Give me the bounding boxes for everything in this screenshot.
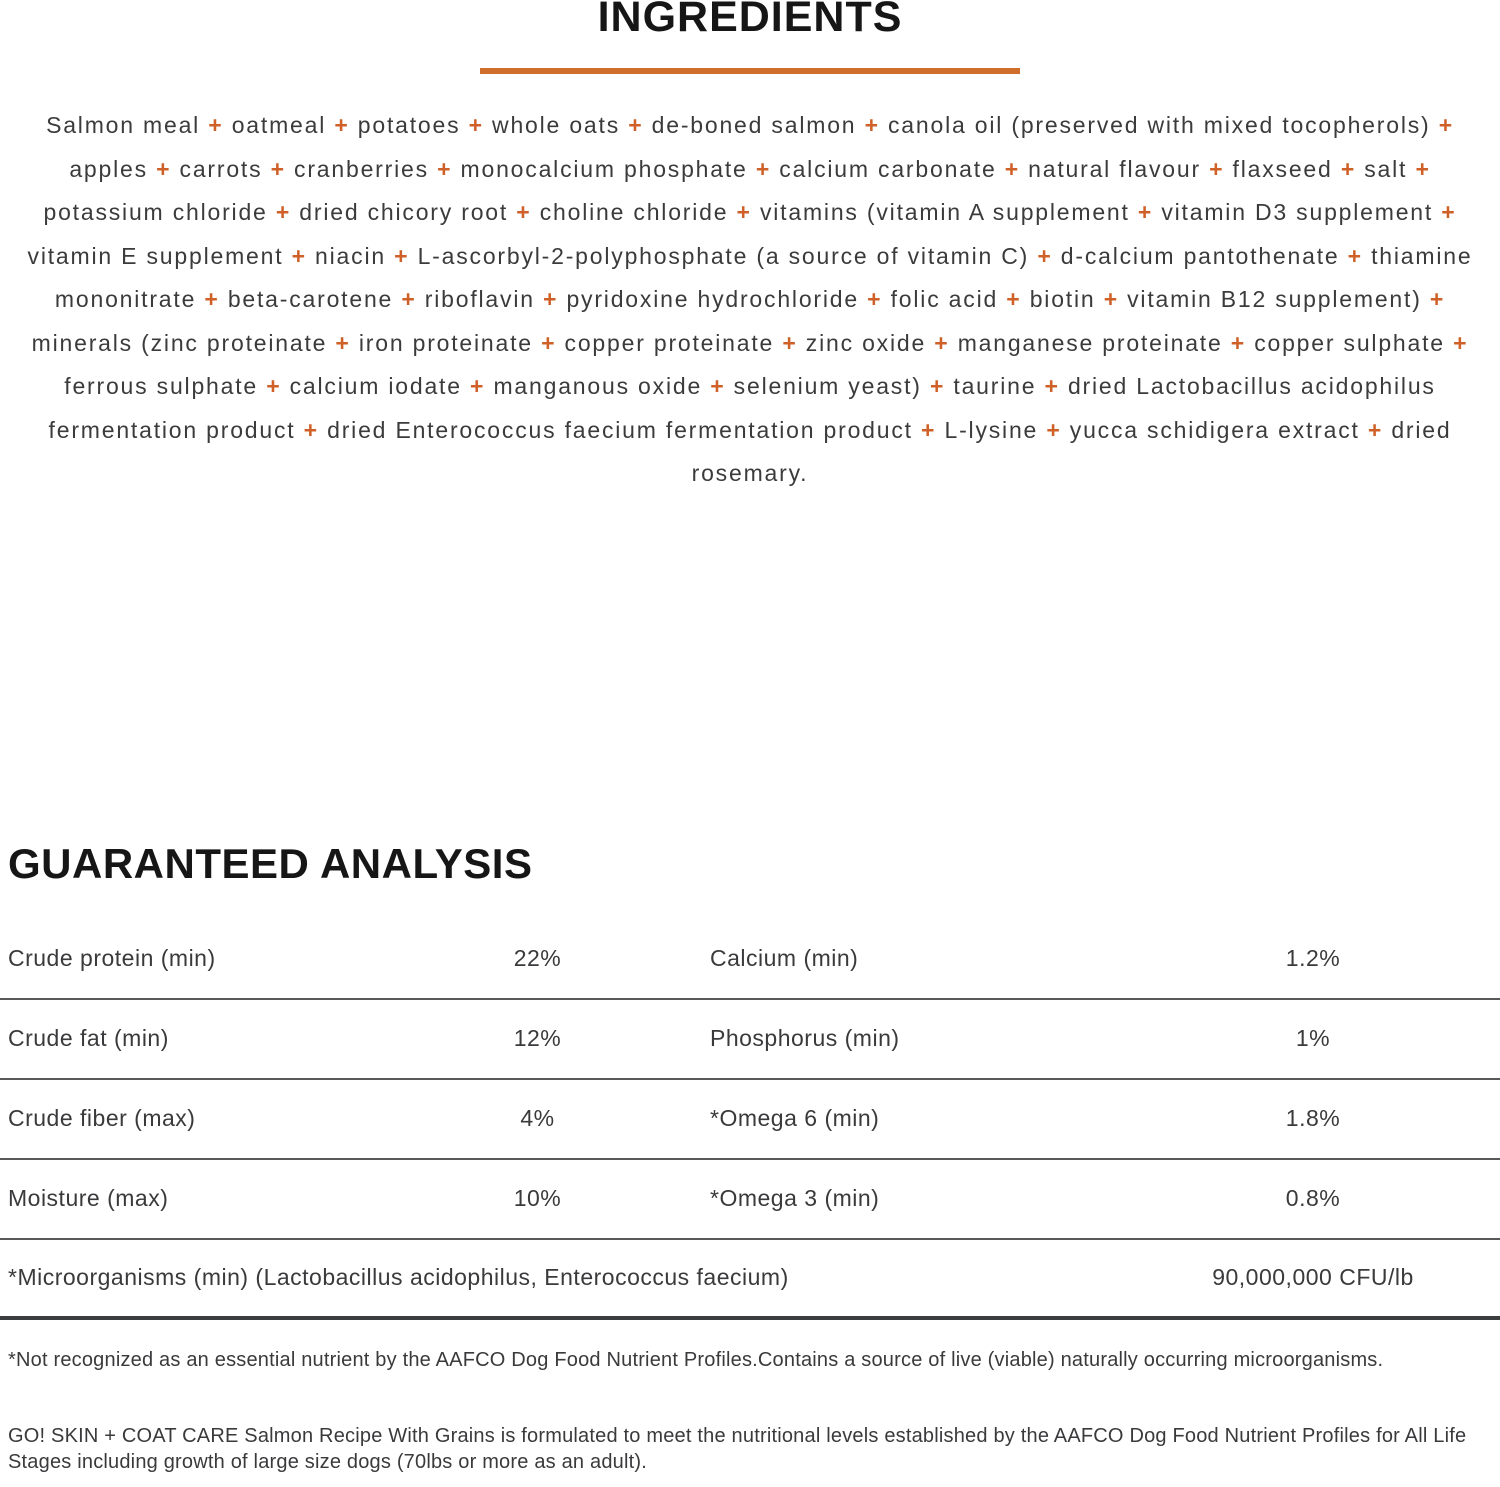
ingredient-item: minerals (zinc proteinate bbox=[31, 329, 328, 356]
plus-separator-icon: + bbox=[1129, 199, 1162, 225]
plus-separator-icon: + bbox=[1200, 155, 1233, 182]
ingredient-item: dried chicory root bbox=[299, 199, 509, 225]
plus-separator-icon: + bbox=[1421, 286, 1446, 312]
plus-separator-icon: + bbox=[327, 329, 359, 356]
ingredient-item: ferrous sulphate bbox=[64, 373, 258, 399]
ingredient-item: potatoes bbox=[357, 112, 461, 138]
analysis-value-microorganisms: 90,000,000 CFU/lb bbox=[1212, 1264, 1414, 1290]
guaranteed-analysis-section bbox=[0, 839, 1500, 1320]
plus-separator-icon: + bbox=[1339, 242, 1372, 269]
ingredient-item: oatmeal bbox=[231, 112, 327, 138]
ingredient-item: folic acid bbox=[890, 286, 999, 312]
plus-separator-icon: + bbox=[1407, 155, 1431, 182]
plus-separator-icon: + bbox=[1332, 155, 1365, 182]
ingredient-item: vitamin E supplement bbox=[27, 242, 284, 269]
ingredient-item: d-calcium pantothenate bbox=[1060, 242, 1340, 269]
plus-separator-icon: + bbox=[1430, 112, 1454, 138]
ingredients-section bbox=[0, 0, 1500, 496]
ingredient-item: canola oil (preserved with mixed tocopherols) bbox=[888, 112, 1431, 138]
ingredient-item: flaxseed bbox=[1232, 155, 1333, 182]
ingredient-item: riboflavin bbox=[424, 286, 535, 312]
plus-separator-icon: + bbox=[267, 199, 300, 225]
ingredient-item: copper sulphate bbox=[1254, 329, 1445, 356]
analysis-row bbox=[0, 1000, 1500, 1080]
ingredient-item: copper proteinate bbox=[564, 329, 775, 356]
plus-separator-icon: + bbox=[702, 373, 734, 399]
ingredient-item: calcium carbonate bbox=[779, 155, 997, 182]
ingredient-item: taurine bbox=[953, 373, 1037, 399]
ingredient-item: yucca schidigera extract bbox=[1069, 416, 1360, 443]
ingredient-item: potassium chloride bbox=[43, 199, 268, 225]
analysis-label: Crude fat (min) bbox=[8, 1025, 169, 1051]
analysis-value: 10% bbox=[513, 1185, 562, 1211]
ingredient-item: vitamins (vitamin A supplement bbox=[759, 199, 1130, 225]
ingredient-item: manganous oxide bbox=[493, 373, 703, 399]
analysis-label: Calcium (min) bbox=[710, 945, 859, 971]
ingredient-item: dried rosemary. bbox=[691, 416, 1452, 486]
ingredient-item: biotin bbox=[1029, 286, 1096, 312]
plus-separator-icon: + bbox=[532, 329, 565, 356]
plus-separator-icon: + bbox=[620, 112, 652, 138]
plus-separator-icon: + bbox=[728, 199, 760, 225]
ingredient-item: choline chloride bbox=[539, 199, 729, 225]
plus-separator-icon: + bbox=[508, 199, 540, 225]
plus-separator-icon: + bbox=[774, 329, 806, 356]
analysis-value: 22% bbox=[513, 945, 562, 971]
analysis-label: Crude fiber (max) bbox=[8, 1105, 196, 1131]
ingredient-item: vitamin B12 supplement) bbox=[1127, 286, 1422, 312]
ingredient-item: selenium yeast) bbox=[733, 373, 922, 399]
plus-separator-icon: + bbox=[147, 155, 180, 182]
analysis-value: 1.2% bbox=[1285, 945, 1341, 971]
ingredient-item: niacin bbox=[315, 242, 386, 269]
analysis-value: 1.8% bbox=[1285, 1105, 1341, 1131]
analysis-value: 0.8% bbox=[1285, 1185, 1341, 1211]
ingredient-item: dried Lactobacillus acidophilus fermentation product bbox=[48, 373, 1436, 443]
ingredient-item: apples bbox=[69, 155, 148, 182]
ingredients-title: INGREDIENTS bbox=[597, 0, 903, 41]
ingredient-item: iron proteinate bbox=[358, 329, 533, 356]
analysis-row bbox=[0, 1080, 1500, 1160]
plus-separator-icon: + bbox=[283, 242, 316, 269]
analysis-value: 1% bbox=[1295, 1025, 1331, 1051]
analysis-label-microorganisms: *Microorganisms (min) (Lactobacillus acidophilus, Enterococcus faecium) bbox=[8, 1264, 789, 1290]
analysis-row-microorganisms bbox=[0, 1240, 1500, 1320]
analysis-label: *Omega 6 (min) bbox=[710, 1105, 880, 1131]
plus-separator-icon: + bbox=[1038, 416, 1070, 443]
plus-separator-icon: + bbox=[1433, 199, 1457, 225]
plus-separator-icon: + bbox=[1029, 242, 1061, 269]
plus-separator-icon: + bbox=[196, 286, 228, 312]
ingredient-item: zinc oxide bbox=[805, 329, 927, 356]
ingredient-item: carrots bbox=[179, 155, 263, 182]
plus-separator-icon: + bbox=[921, 373, 954, 399]
ingredient-item: whole oats bbox=[492, 112, 621, 138]
plus-separator-icon: + bbox=[393, 286, 425, 312]
ingredient-item: natural flavour bbox=[1028, 155, 1201, 182]
analysis-row bbox=[0, 920, 1500, 1000]
plus-separator-icon: + bbox=[747, 155, 780, 182]
analysis-label: Phosphorus (min) bbox=[710, 1025, 900, 1051]
plus-separator-icon: + bbox=[295, 416, 328, 443]
plus-separator-icon: + bbox=[1444, 329, 1469, 356]
plus-separator-icon: + bbox=[200, 112, 232, 138]
ingredient-item: L-lysine bbox=[944, 416, 1039, 443]
ingredient-item: de-boned salmon bbox=[651, 112, 857, 138]
ingredient-item: manganese proteinate bbox=[957, 329, 1223, 356]
footnote-formulation-statement: GO! SKIN + COAT CARE Salmon Recipe With Grains is formulated to meet the nutritional levels established by the AAFCO Dog Food Nutrient Profiles for All Life Stages including growth of large size dogs (70lbs or more as an adult). bbox=[8, 1424, 1467, 1473]
plus-separator-icon: + bbox=[998, 286, 1030, 312]
plus-separator-icon: + bbox=[385, 242, 418, 269]
ingredient-item: L-ascorbyl-2-polyphosphate (a source of vitamin C) bbox=[417, 242, 1030, 269]
plus-separator-icon: + bbox=[428, 155, 461, 182]
plus-separator-icon: + bbox=[1359, 416, 1392, 443]
analysis-label: *Omega 3 (min) bbox=[710, 1185, 880, 1211]
accent-divider bbox=[480, 68, 1020, 74]
plus-separator-icon: + bbox=[326, 112, 358, 138]
plus-separator-icon: + bbox=[461, 373, 494, 399]
analysis-row bbox=[0, 1160, 1500, 1240]
plus-separator-icon: + bbox=[1036, 373, 1068, 399]
analysis-value: 12% bbox=[513, 1025, 562, 1051]
plus-separator-icon: + bbox=[856, 112, 888, 138]
footnote-aafco-disclaimer: *Not recognized as an essential nutrient by the AAFCO Dog Food Nutrient Profiles.Contains a source of live (viable) naturally occurring microorganisms. bbox=[8, 1348, 1384, 1371]
plus-separator-icon: + bbox=[926, 329, 958, 356]
analysis-table bbox=[0, 920, 1500, 1320]
ingredient-item: Salmon meal bbox=[46, 112, 201, 138]
ingredient-item: cranberries bbox=[294, 155, 429, 182]
ingredient-item: vitamin D3 supplement bbox=[1161, 199, 1434, 225]
ingredient-item: salt bbox=[1364, 155, 1408, 182]
plus-separator-icon: + bbox=[1222, 329, 1255, 356]
analysis-value: 4% bbox=[520, 1105, 555, 1131]
ingredient-item: calcium iodate bbox=[289, 373, 462, 399]
guaranteed-analysis-title: GUARANTEED ANALYSIS bbox=[8, 839, 533, 887]
plus-separator-icon: + bbox=[996, 155, 1029, 182]
plus-separator-icon: + bbox=[534, 286, 567, 312]
analysis-label: Moisture (max) bbox=[8, 1185, 169, 1211]
plus-separator-icon: + bbox=[912, 416, 945, 443]
ingredients-list bbox=[8, 104, 1492, 496]
plus-separator-icon: + bbox=[258, 373, 290, 399]
ingredient-item: dried Enterococcus faecium fermentation product bbox=[327, 416, 913, 443]
ingredient-item: beta-carotene bbox=[227, 286, 394, 312]
analysis-label: Crude protein (min) bbox=[8, 945, 216, 971]
plus-separator-icon: + bbox=[460, 112, 493, 138]
ingredient-item: pyridoxine hydrochloride bbox=[566, 286, 859, 312]
plus-separator-icon: + bbox=[262, 155, 295, 182]
plus-separator-icon: + bbox=[858, 286, 891, 312]
plus-separator-icon: + bbox=[1095, 286, 1128, 312]
ingredient-item: thiamine mononitrate bbox=[54, 242, 1473, 312]
ingredient-item: monocalcium phosphate bbox=[460, 155, 748, 182]
